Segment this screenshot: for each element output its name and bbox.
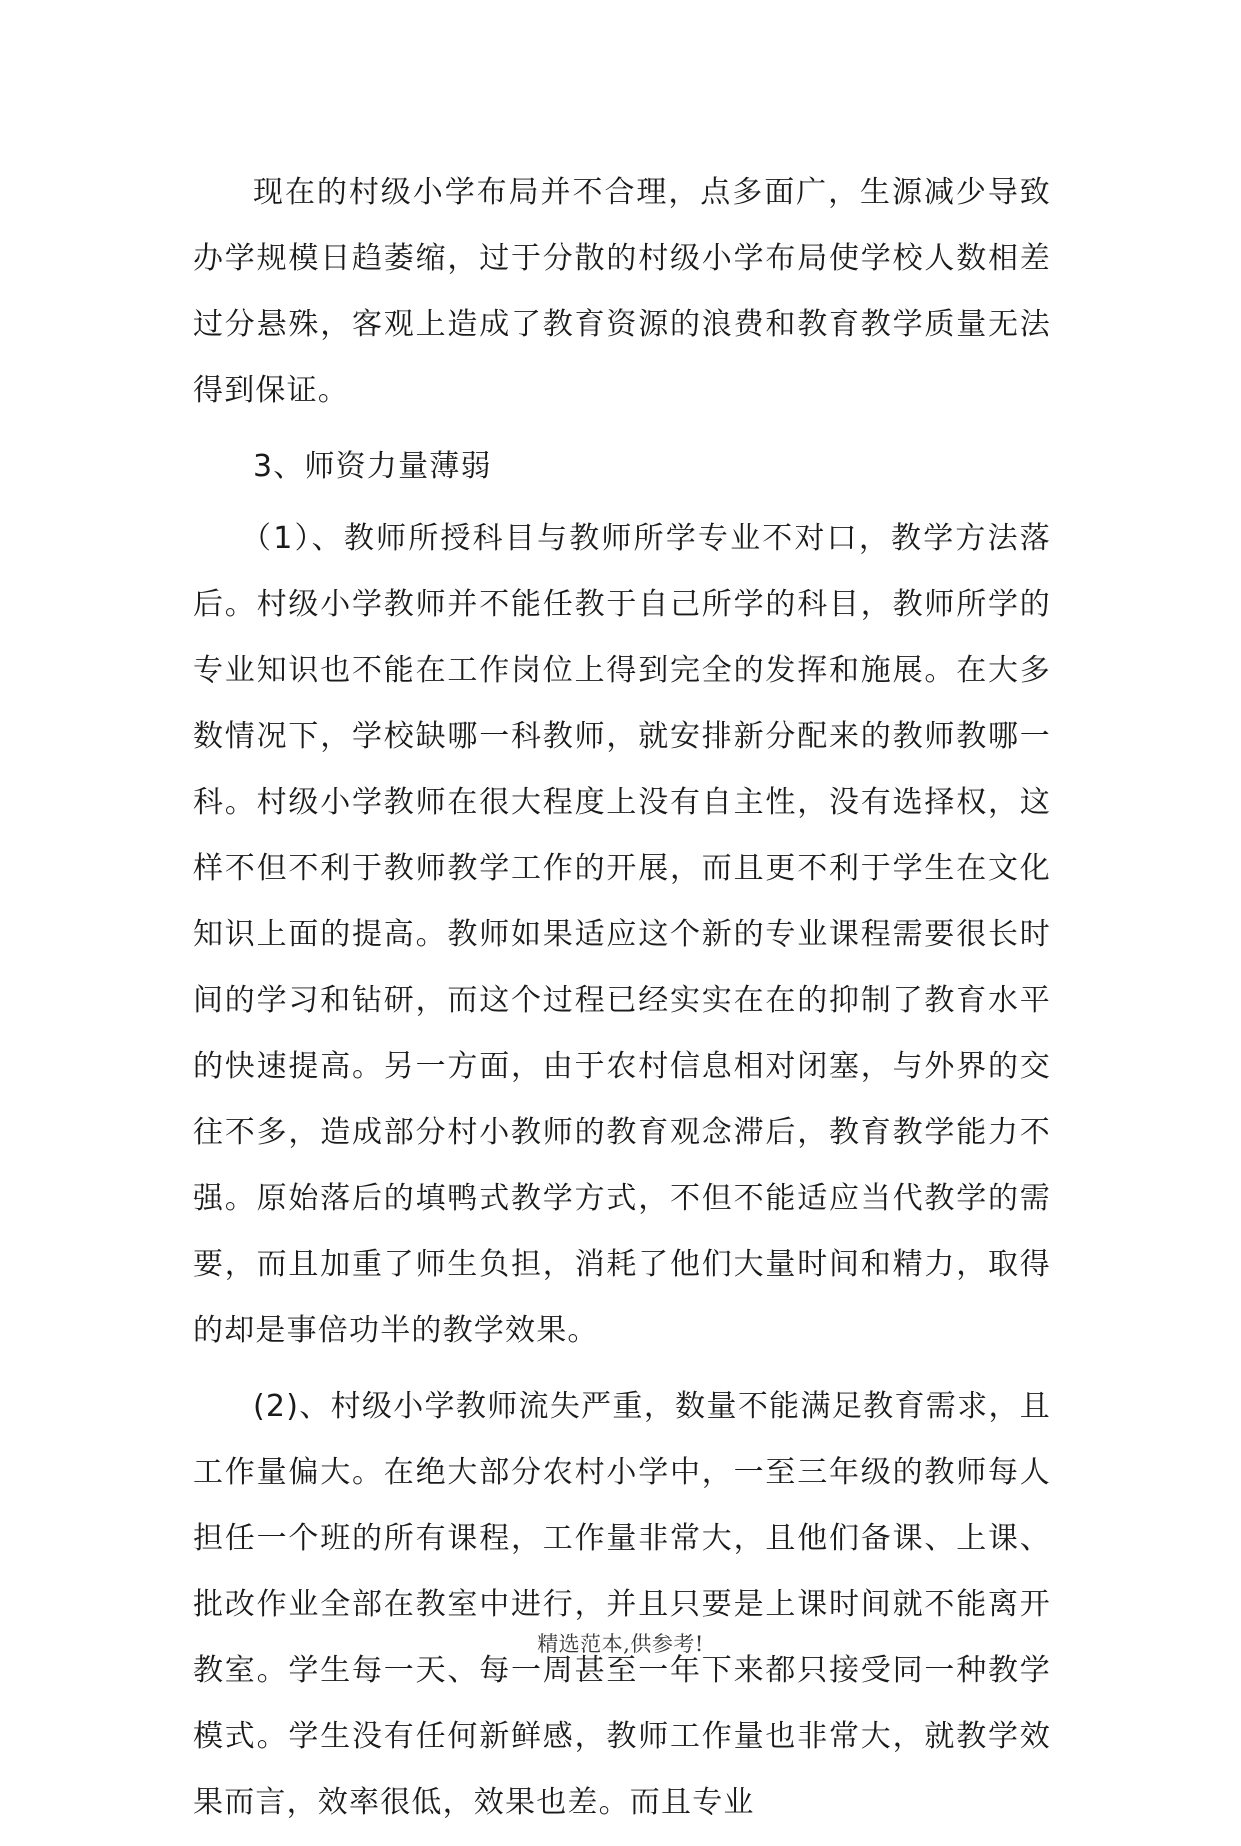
paragraph-school-layout: 现在的村级小学布局并不合理，点多面广，生源减少导致办学规模日趋萎缩，过于分散的村级小学布局使学校人数相差过分悬殊，客观上造成了教育资源的浪费和教育教学质量无法得到保证。 [193, 175, 1051, 408]
page-footer: 精选范本,供参考! [537, 1632, 704, 1656]
document-body [193, 160, 1051, 1846]
paragraph-subject-mismatch: （1）、教师所授科目与教师所学专业不对口，教学方法落后。村级小学教师并不能任教于自己所学的科目，教师所学的专业知识也不能在工作岗位上得到完全的发挥和施展。在大多数情况下，学校缺哪一科教师，就安排新分配来的教师教哪一科。村级小学教师在很大程度上没有自主性，没有选择权，这样不但不利于教师教学工作的开展，而且更不利于学生在文化知识上面的提高。教师如果适应这个新的专业课程需要很长时间的学习和钻研，而这个过程已经实实在在的抑制了教育水平的快速提高。另一方面，由于农村信息相对闭塞，与外界的交往不多，造成部分村小教师的教育观念滞后，教育教学能力不强。原始落后的填鸭式教学方式，不但不能适应当代教学的需要，而且加重了师生负担，消耗了他们大量时间和精力，取得的却是事倍功半的教学效果。 [193, 521, 1051, 1348]
section-heading-teacher-strength: 3、师资力量薄弱 [253, 449, 492, 484]
paragraph-teacher-shortage: (2)、村级小学教师流失严重，数量不能满足教育需求，且工作量偏大。在绝大部分农村小学中，一至三年级的教师每人担任一个班的所有课程，工作量非常大，且他们备课、上课、批改作业全部在教室中进行，并且只要是上课时间就不能离开教室。学生每一天、每一周甚至一年下来都只接受同一种教学模式。学生没有任何新鲜感，教师工作量也非常大，就教学效果而言，效率很低，效果也差。而且专业 [193, 1389, 1051, 1820]
